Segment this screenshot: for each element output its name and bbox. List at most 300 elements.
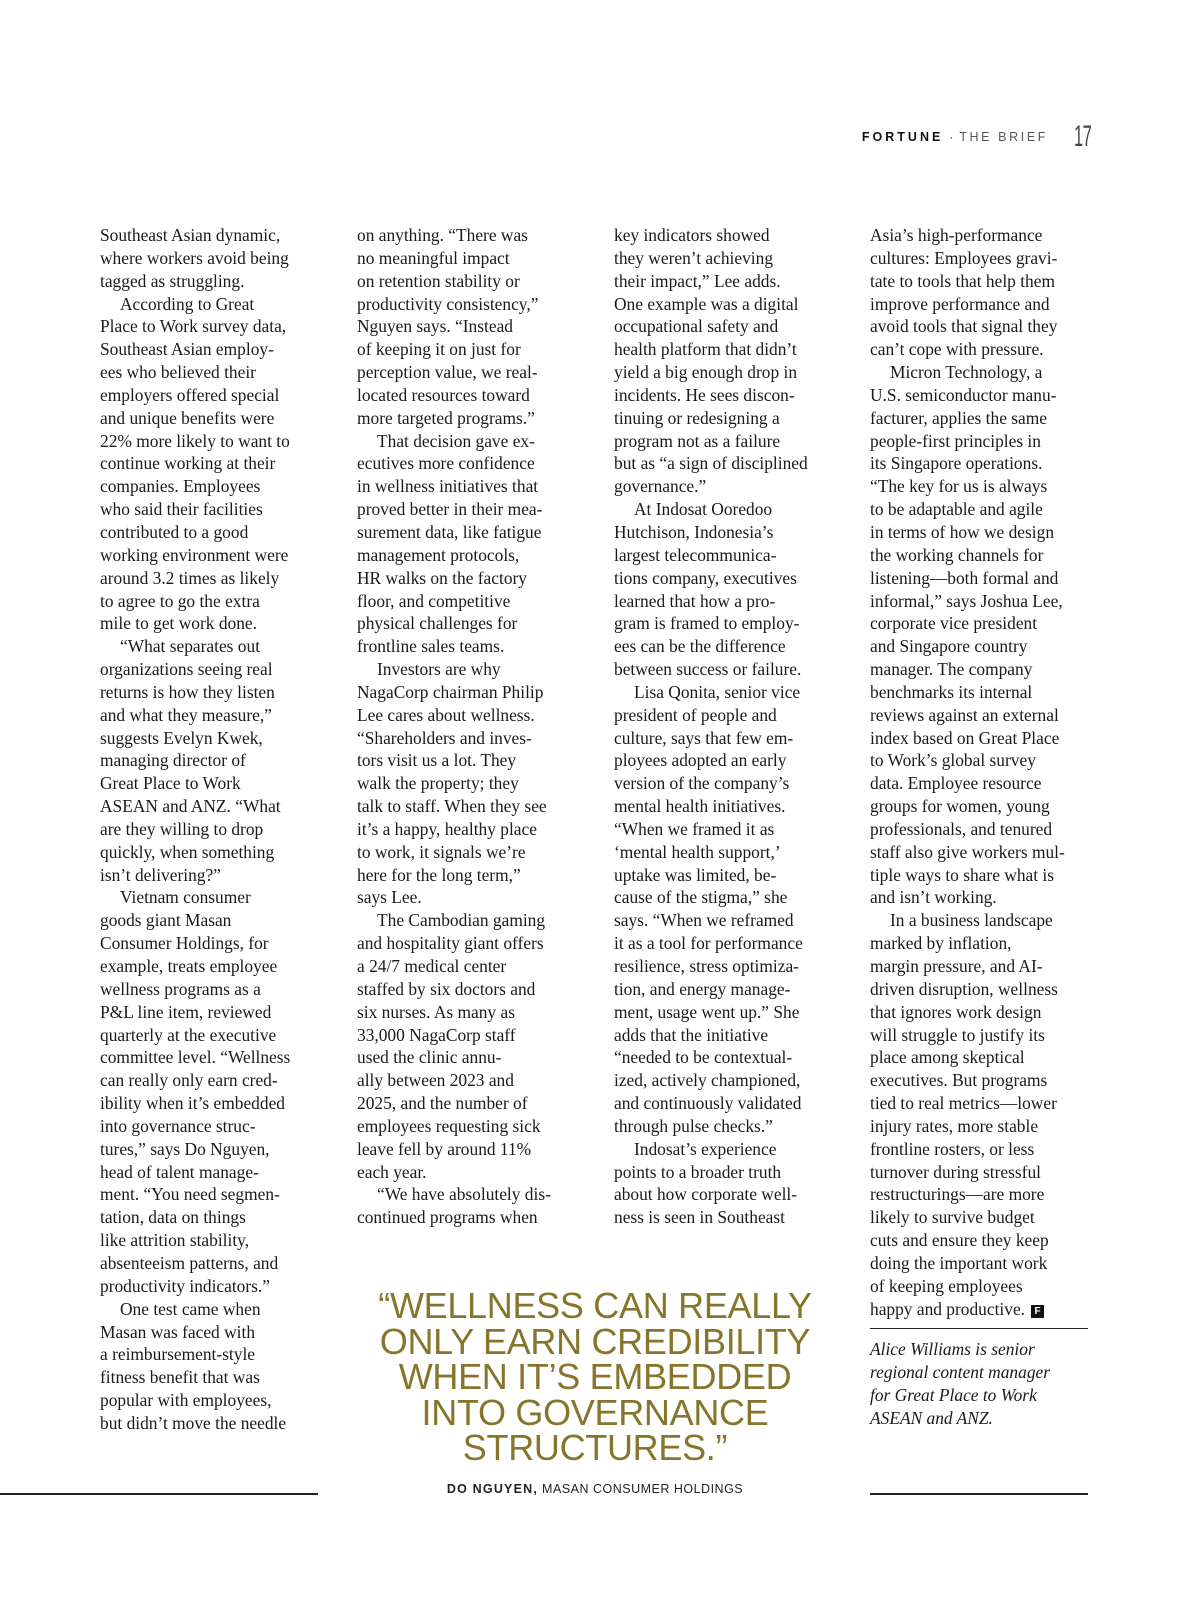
text-line [100, 338, 328, 361]
line-text: Southeast Asian dynamic, [100, 225, 281, 245]
text-line [870, 1229, 1098, 1252]
text-line [357, 1138, 585, 1161]
line-text: 2025, and the number of [357, 1093, 528, 1114]
text-line [357, 704, 585, 727]
text-line [100, 1252, 328, 1275]
line-text: Masan was faced with [100, 1321, 256, 1342]
line-text: tion, and energy manage- [614, 978, 791, 999]
text-line [614, 567, 842, 590]
line-text: continued programs when [357, 1207, 538, 1228]
text-line [357, 795, 585, 818]
line-text: Place to Work survey data, [100, 316, 287, 337]
text-line [614, 749, 842, 772]
line-text: “needed to be contextual- [614, 1047, 793, 1068]
magazine-brand: FORTUNE [861, 130, 944, 144]
text-line [357, 384, 585, 407]
line-text: “We have absolutely dis- [377, 1184, 551, 1205]
line-text: doing the important work [870, 1252, 1048, 1273]
line-text: through pulse checks.” [614, 1115, 773, 1136]
text-line [870, 498, 1098, 521]
line-text: NagaCorp chairman Philip [357, 681, 544, 702]
text-line [614, 270, 842, 293]
line-text: contributed to a good [100, 521, 249, 542]
text-line [100, 590, 328, 613]
text-line [870, 247, 1098, 270]
author-bio [870, 1338, 1050, 1429]
text-line [870, 727, 1098, 750]
line-text: committee level. “Wellness [100, 1047, 291, 1068]
line-text: ally between 2023 and [357, 1070, 514, 1091]
line-text: resilience, stress optimiza- [614, 956, 799, 976]
paragraph-start-line [614, 1138, 842, 1161]
text-line [614, 521, 842, 544]
line-text: governance.” [614, 476, 707, 497]
text-line [100, 704, 328, 727]
text-line [614, 772, 842, 795]
text-line [614, 818, 842, 841]
line-text: walk the property; they [357, 773, 519, 794]
text-line [614, 1183, 842, 1206]
text-line [357, 749, 585, 772]
text-line [614, 1001, 842, 1024]
pull-quote-line: “WELLNESS CAN REALLY [378, 1285, 812, 1326]
line-text: ees can be the difference [614, 636, 786, 657]
line-text: cause of the stigma,” she [614, 887, 788, 908]
line-text: “When we framed it as [614, 818, 775, 839]
line-text: place among skeptical [870, 1047, 1025, 1068]
text-line [870, 1183, 1098, 1206]
line-text: likely to survive budget [870, 1207, 1035, 1228]
line-text: head of talent manage- [100, 1161, 259, 1182]
page-number: 17 [1074, 120, 1092, 153]
article-column-1 [100, 224, 328, 1435]
text-line [357, 407, 585, 430]
line-text: 33,000 NagaCorp staff [357, 1024, 516, 1045]
line-text: Nguyen says. “Instead [357, 316, 513, 337]
line-text: Southeast Asian employ- [100, 339, 274, 360]
paragraph-start-line [357, 658, 585, 681]
text-line [357, 590, 585, 613]
line-text: One test came when [120, 1298, 261, 1319]
line-text: and isn’t working. [870, 887, 997, 908]
line-text: staff also give workers mul- [870, 841, 1065, 862]
line-text: but didn’t move the needle [100, 1412, 287, 1433]
text-line [870, 818, 1098, 841]
text-line [870, 430, 1098, 453]
line-text: “What separates out [120, 636, 261, 657]
text-line [100, 1206, 328, 1229]
text-line [100, 1161, 328, 1184]
line-text: more targeted programs.” [357, 407, 535, 428]
line-text: ment. “You need segmen- [100, 1184, 280, 1205]
line-text: U.S. semiconductor manu- [870, 384, 1057, 405]
line-text: fitness benefit that was [100, 1367, 260, 1388]
line-text: in terms of how we design [870, 521, 1055, 542]
text-line [357, 818, 585, 841]
line-text: working environment were [100, 544, 289, 565]
line-text: they weren’t achieving [614, 247, 774, 268]
line-text: popular with employees, [100, 1390, 272, 1411]
text-line [614, 1069, 842, 1092]
text-line [357, 567, 585, 590]
text-line [614, 224, 842, 247]
text-line [870, 1206, 1098, 1229]
text-line [614, 795, 842, 818]
attribution-name: DO NGUYEN, [446, 1482, 539, 1496]
line-text: Lisa Qonita, senior vice [634, 681, 801, 702]
text-line [870, 1024, 1098, 1047]
text-line [870, 681, 1098, 704]
line-text: groups for women, young [870, 796, 1050, 817]
text-line [870, 475, 1098, 498]
text-line [100, 1001, 328, 1024]
text-line [870, 612, 1098, 635]
text-line [357, 1092, 585, 1115]
line-text: can really only earn cred- [100, 1070, 278, 1091]
line-text: facturer, applies the same [870, 407, 1047, 428]
text-line [870, 1252, 1098, 1275]
text-line [614, 430, 842, 453]
line-text: manager. The company [870, 659, 1033, 680]
text-line [870, 1298, 1098, 1321]
line-text: says Lee. [357, 887, 422, 908]
text-line [357, 932, 585, 955]
line-text: management protocols, [357, 544, 520, 565]
line-text: returns is how they listen [100, 681, 275, 702]
text-line [870, 886, 1098, 909]
text-line [870, 635, 1098, 658]
paragraph-start-line [357, 430, 585, 453]
line-text: proved better in their mea- [357, 499, 543, 520]
line-text: injury rates, more stable [870, 1115, 1039, 1136]
text-line [870, 293, 1098, 316]
line-text: adds that the initiative [614, 1024, 769, 1045]
text-line [614, 1092, 842, 1115]
text-line [870, 772, 1098, 795]
text-line [614, 1161, 842, 1184]
line-text: each year. [357, 1161, 427, 1182]
article-column-4 [870, 224, 1098, 1321]
text-line [870, 590, 1098, 613]
line-text: tation, data on things [100, 1207, 246, 1228]
text-line [870, 704, 1098, 727]
line-text: program not as a failure [614, 430, 781, 451]
text-line [357, 635, 585, 658]
text-line [100, 361, 328, 384]
line-text: improve performance and [870, 293, 1050, 314]
line-text: quarterly at the executive [100, 1024, 277, 1045]
text-line [100, 749, 328, 772]
text-line [614, 886, 842, 909]
article-column-2 [357, 224, 585, 1229]
text-line [614, 1046, 842, 1069]
line-text: but as “a sign of disciplined [614, 453, 808, 474]
line-text: here for the long term,” [357, 864, 521, 885]
text-line [100, 1412, 328, 1435]
line-text: turnover during stressful [870, 1161, 1041, 1182]
line-text: driven disruption, wellness [870, 978, 1058, 999]
line-text: data. Employee resource [870, 773, 1042, 794]
text-line [357, 886, 585, 909]
text-line [614, 841, 842, 864]
text-line [100, 1183, 328, 1206]
text-line [614, 955, 842, 978]
text-line [357, 727, 585, 750]
line-text: on retention stability or [357, 270, 520, 291]
text-line [614, 932, 842, 955]
text-line [100, 1138, 328, 1161]
line-text: continue working at their [100, 453, 276, 474]
text-line [357, 521, 585, 544]
line-text: culture, says that few em- [614, 727, 794, 748]
text-line [614, 590, 842, 613]
text-line [100, 1343, 328, 1366]
line-text: tions company, executives [614, 567, 797, 588]
line-text: between success or failure. [614, 659, 802, 680]
bio-line: regional content manager [870, 1361, 1050, 1382]
line-text: surement data, like fatigue [357, 521, 542, 542]
line-text: and hospitality giant offers [357, 933, 544, 954]
line-text: used the clinic annu- [357, 1047, 502, 1068]
line-text: happy and productive. [870, 1298, 1026, 1319]
line-text: occupational safety and [614, 316, 779, 337]
text-line [100, 772, 328, 795]
text-line [614, 338, 842, 361]
line-text: that ignores work design [870, 1001, 1042, 1022]
bio-line: for Great Place to Work [870, 1384, 1037, 1405]
text-line [614, 658, 842, 681]
text-line [870, 315, 1098, 338]
text-line [100, 407, 328, 430]
line-text: Great Place to Work [100, 773, 241, 794]
line-text: productivity consistency,” [357, 293, 539, 314]
text-line [870, 544, 1098, 567]
line-text: Asia’s high-performance [870, 225, 1043, 245]
text-line [870, 864, 1098, 887]
line-text: and Singapore country [870, 636, 1028, 657]
text-line [614, 635, 842, 658]
text-line [100, 224, 328, 247]
line-text: marked by inflation, [870, 933, 1012, 954]
text-line [870, 978, 1098, 1001]
text-line [870, 658, 1098, 681]
article-column-3 [614, 224, 842, 1229]
line-text: to work, it signals we’re [357, 841, 526, 862]
text-line [870, 1275, 1098, 1298]
line-text: of keeping employees [870, 1275, 1023, 1296]
line-text: employees requesting sick [357, 1115, 541, 1136]
line-text: version of the company’s [614, 773, 790, 794]
pull-quote-line: ONLY EARN CREDIBILITY [379, 1320, 811, 1362]
text-line [357, 681, 585, 704]
line-text: Vietnam consumer [120, 887, 251, 908]
line-text: executives. But programs [870, 1070, 1048, 1091]
line-text: a 24/7 medical center [357, 956, 507, 976]
text-line [100, 1389, 328, 1412]
line-text: In a business landscape [890, 910, 1053, 931]
line-text: tate to tools that help them [870, 270, 1055, 291]
line-text: to agree to go the extra [100, 590, 260, 611]
line-text: perception value, we real- [357, 362, 538, 383]
text-line [357, 955, 585, 978]
line-text: talk to staff. When they see [357, 796, 547, 817]
text-line [100, 612, 328, 635]
line-text: the working channels for [870, 544, 1044, 565]
text-line [100, 1092, 328, 1115]
line-text: it’s a happy, healthy place [357, 818, 537, 839]
line-text: quickly, when something [100, 841, 275, 862]
text-line [100, 818, 328, 841]
text-line [100, 1229, 328, 1252]
line-text: Consumer Holdings, for [100, 933, 269, 954]
line-text: cultures: Employees gravi- [870, 247, 1058, 268]
line-text: its Singapore operations. [870, 453, 1043, 474]
line-text: P&L line item, reviewed [100, 1001, 272, 1022]
paragraph-start-line [870, 909, 1098, 932]
line-text: about how corporate well- [614, 1184, 798, 1205]
line-text: located resources toward [357, 384, 530, 405]
line-text: mental health initiatives. [614, 796, 786, 817]
text-line [100, 1069, 328, 1092]
text-line [357, 1161, 585, 1184]
line-text: floor, and competitive [357, 590, 511, 611]
text-line [870, 567, 1098, 590]
line-text: key indicators showed [614, 225, 770, 245]
text-line [614, 293, 842, 316]
line-text: and continuously validated [614, 1093, 802, 1114]
line-text: cuts and ensure they keep [870, 1230, 1049, 1251]
line-text: Investors are why [377, 659, 501, 680]
text-line [357, 498, 585, 521]
line-text: like attrition stability, [100, 1230, 250, 1251]
line-text: tinuing or redesigning a [614, 407, 780, 428]
text-line [100, 475, 328, 498]
text-line [357, 1024, 585, 1047]
line-text: At Indosat Ooredoo [634, 499, 773, 520]
text-line [100, 498, 328, 521]
line-text: staffed by six doctors and [357, 978, 536, 999]
line-text: goods giant Masan [100, 910, 232, 931]
text-line [100, 1275, 328, 1298]
text-line [357, 612, 585, 635]
text-line [100, 727, 328, 750]
paragraph-start-line [614, 681, 842, 704]
line-text: example, treats employee [100, 956, 278, 976]
text-line [614, 704, 842, 727]
pull-quote-line: WHEN IT’S EMBEDDED [398, 1356, 792, 1397]
text-line [870, 452, 1098, 475]
pull-quote-line: INTO GOVERNANCE [421, 1391, 769, 1433]
line-text: frontline sales teams. [357, 636, 505, 657]
bio-line: ASEAN and ANZ. [870, 1407, 993, 1428]
line-text: ment, usage went up.” She [614, 1001, 800, 1022]
text-line [357, 452, 585, 475]
line-text: tors visit us a lot. They [357, 750, 517, 771]
text-line [100, 567, 328, 590]
line-text: will struggle to justify its [870, 1024, 1045, 1045]
line-text: isn’t delivering?” [100, 864, 221, 885]
line-text: 22% more likely to want to [100, 430, 290, 451]
line-text: benchmarks its internal [870, 681, 1033, 702]
text-line [870, 841, 1098, 864]
line-text: tied to real metrics—lower [870, 1093, 1057, 1114]
text-line [614, 612, 842, 635]
line-text: ployees adopted an early [614, 750, 787, 771]
paragraph-start-line [614, 498, 842, 521]
text-line [100, 1366, 328, 1389]
line-text: tures,” says Do Nguyen, [100, 1138, 270, 1159]
line-text: around 3.2 times as likely [100, 567, 280, 588]
line-text: reviews against an external [870, 704, 1059, 725]
text-line [357, 293, 585, 316]
line-text: leave fell by around 11% [357, 1138, 532, 1159]
text-line [614, 1115, 842, 1138]
text-line [100, 841, 328, 864]
line-text: it as a tool for performance [614, 933, 803, 954]
text-line [614, 247, 842, 270]
line-text: president of people and [614, 704, 777, 725]
paragraph-start-line [100, 635, 328, 658]
text-line [100, 247, 328, 270]
line-text: HR walks on the factory [357, 567, 528, 588]
line-text: where workers avoid being [100, 247, 289, 268]
text-line [870, 407, 1098, 430]
text-line [357, 361, 585, 384]
text-line [614, 475, 842, 498]
pull-quote-line: STRUCTURES.” [462, 1427, 728, 1468]
line-text: productivity indicators.” [100, 1275, 271, 1296]
text-line [100, 1321, 328, 1344]
line-text: health platform that didn’t [614, 339, 797, 360]
text-line [100, 932, 328, 955]
line-text: yield a big enough drop in [614, 362, 798, 383]
paragraph-start-line [357, 909, 585, 932]
text-line [614, 384, 842, 407]
line-text: can’t cope with pressure. [870, 339, 1044, 360]
line-text: incidents. He sees discon- [614, 384, 795, 405]
text-line [357, 1001, 585, 1024]
text-line [614, 544, 842, 567]
text-line [357, 315, 585, 338]
text-line [100, 864, 328, 887]
text-line [870, 955, 1098, 978]
line-text: points to a broader truth [614, 1161, 782, 1182]
text-line [100, 978, 328, 1001]
line-text: tiple ways to share what is [870, 864, 1055, 885]
line-text: physical challenges for [357, 613, 518, 634]
text-line [870, 384, 1098, 407]
line-text: employers offered special [100, 384, 280, 405]
line-text: a reimbursement-style [100, 1344, 256, 1365]
line-text: That decision gave ex- [377, 430, 535, 451]
text-line [357, 864, 585, 887]
text-line [614, 909, 842, 932]
text-line [357, 247, 585, 270]
line-text: uptake was limited, be- [614, 864, 777, 885]
text-line [100, 452, 328, 475]
text-line [100, 270, 328, 293]
line-text: their impact,” Lee adds. [614, 270, 781, 291]
text-line [100, 315, 328, 338]
text-line [357, 1206, 585, 1229]
text-line [100, 521, 328, 544]
line-text: “Shareholders and inves- [357, 727, 532, 748]
line-text: Micron Technology, a [890, 362, 1043, 383]
bio-divider [870, 1328, 1088, 1329]
paragraph-start-line [100, 1298, 328, 1321]
line-text: to Work’s global survey [870, 750, 1036, 771]
text-line [100, 384, 328, 407]
